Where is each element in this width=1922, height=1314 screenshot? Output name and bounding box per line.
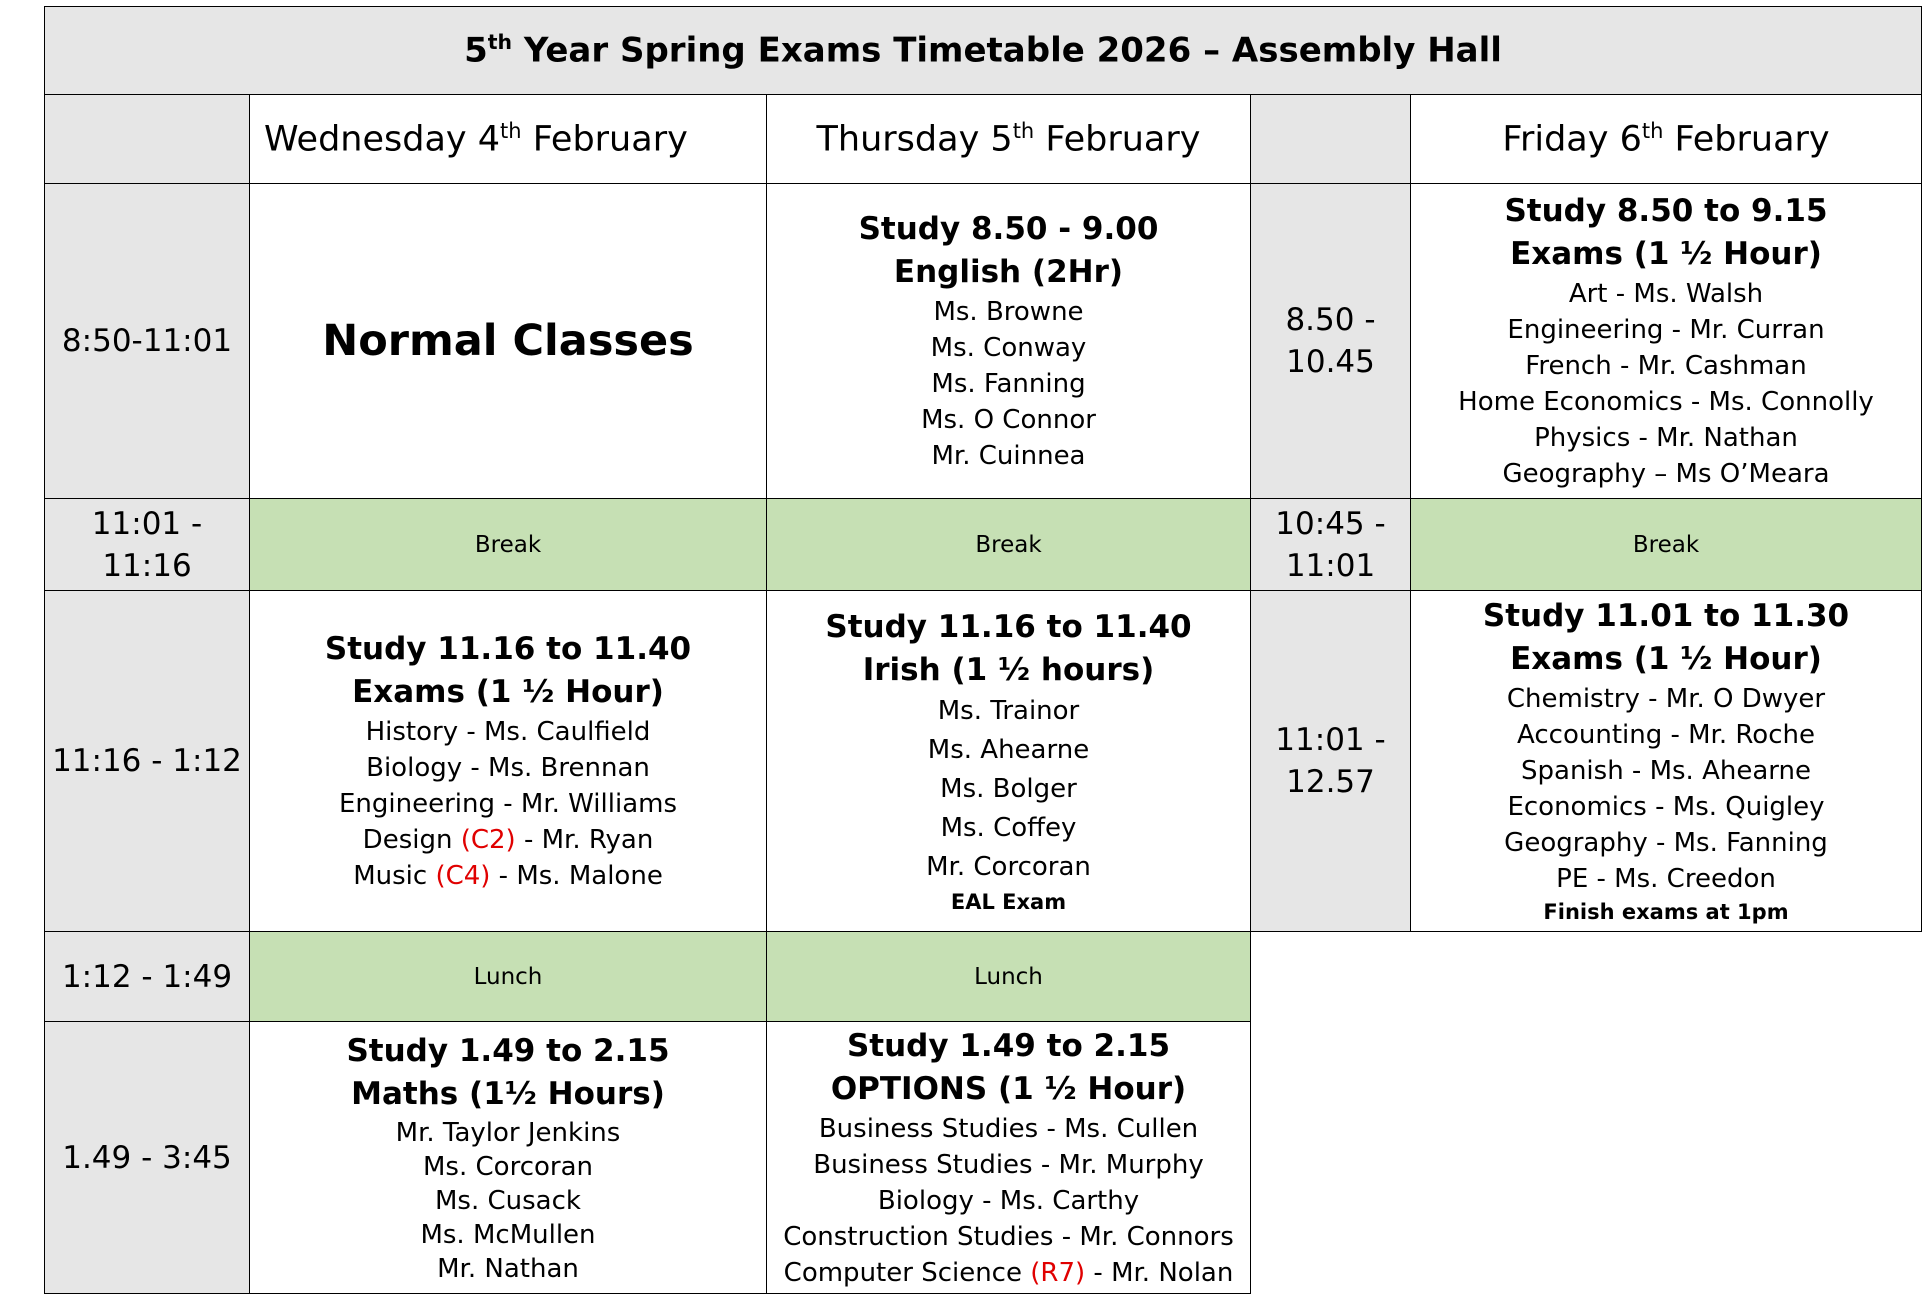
fri-slot-1: Study 8.50 to 9.15 Exams (1 ½ Hour) Art - Ms. Walsh Engineering - Mr. Curran French - Mr. Cashman Home Economics - Ms. Connolly Physics - Mr. Nathan Geography – Ms O’Meara: [1410, 183, 1922, 499]
fri-break: Break: [1410, 498, 1922, 591]
time-slot-5: 1.49 - 3:45: [44, 1021, 250, 1294]
wed-slot-3: Study 11.16 to 11.40 Exams (1 ½ Hour) History - Ms. Caulfield Biology - Ms. Brennan Engineering - Mr. Williams Design (C2) - Mr. Ryan Music (C4) - Ms. Malone: [249, 590, 767, 932]
room-code: (C2): [460, 825, 516, 855]
day-header-thursday: Thursday 5th February: [766, 94, 1251, 184]
wed-break: Break: [249, 498, 767, 591]
time-slot-3: 11:16 - 1:12: [44, 590, 250, 932]
fri-time-slot-1: 8.50 - 10.45: [1250, 183, 1411, 499]
normal-classes-label: Normal Classes: [322, 316, 694, 366]
header-corner: [44, 94, 250, 184]
thu-lunch: Lunch: [766, 931, 1251, 1022]
wed-slot-1: [249, 183, 767, 499]
time-slot-2: 11:01 - 11:16: [44, 498, 250, 591]
timetable-title: 5th Year Spring Exams Timetable 2026 – Assembly Hall: [44, 6, 1922, 95]
time-slot-4: 1:12 - 1:49: [44, 931, 250, 1022]
thu-slot-1: Study 8.50 - 9.00 English (2Hr) Ms. Browne Ms. Conway Ms. Fanning Ms. O Connor Mr. Cuinnea: [766, 183, 1251, 499]
wed-slot-5: Study 1.49 to 2.15 Maths (1½ Hours) Mr. Taylor Jenkins Ms. Corcoran Ms. Cusack Ms. McMullen Mr. Nathan: [249, 1021, 767, 1294]
time-slot-1: 8:50-11:01: [44, 183, 250, 499]
thu-slot-5: Study 1.49 to 2.15 OPTIONS (1 ½ Hour) Business Studies - Ms. Cullen Business Studies - Mr. Murphy Biology - Ms. Carthy Construction Studies - Mr. Connors Computer Science (R7) - Mr. Nolan: [766, 1021, 1251, 1294]
header-friday-time: [1250, 94, 1411, 184]
room-code: (R7): [1030, 1257, 1086, 1288]
wed-lunch: Lunch: [249, 931, 767, 1022]
fri-time-slot-3: 11:01 - 12.57: [1250, 590, 1411, 932]
fri-time-slot-2: 10:45 - 11:01: [1250, 498, 1411, 591]
thu-slot-3: Study 11.16 to 11.40 Irish (1 ½ hours) Ms. Trainor Ms. Ahearne Ms. Bolger Ms. Coffey Mr. Corcoran EAL Exam: [766, 590, 1251, 932]
thu-break: Break: [766, 498, 1251, 591]
fri-slot-3: Study 11.01 to 11.30 Exams (1 ½ Hour) Chemistry - Mr. O Dwyer Accounting - Mr. Roche Spanish - Ms. Ahearne Economics - Ms. Quigley Geography - Ms. Fanning PE - Ms. Creedon Finish exams at 1pm: [1410, 590, 1922, 932]
room-code: (C4): [435, 861, 491, 891]
day-header-wednesday: Wednesday 4th February: [249, 94, 767, 184]
day-header-friday: Friday 6th February: [1410, 94, 1922, 184]
